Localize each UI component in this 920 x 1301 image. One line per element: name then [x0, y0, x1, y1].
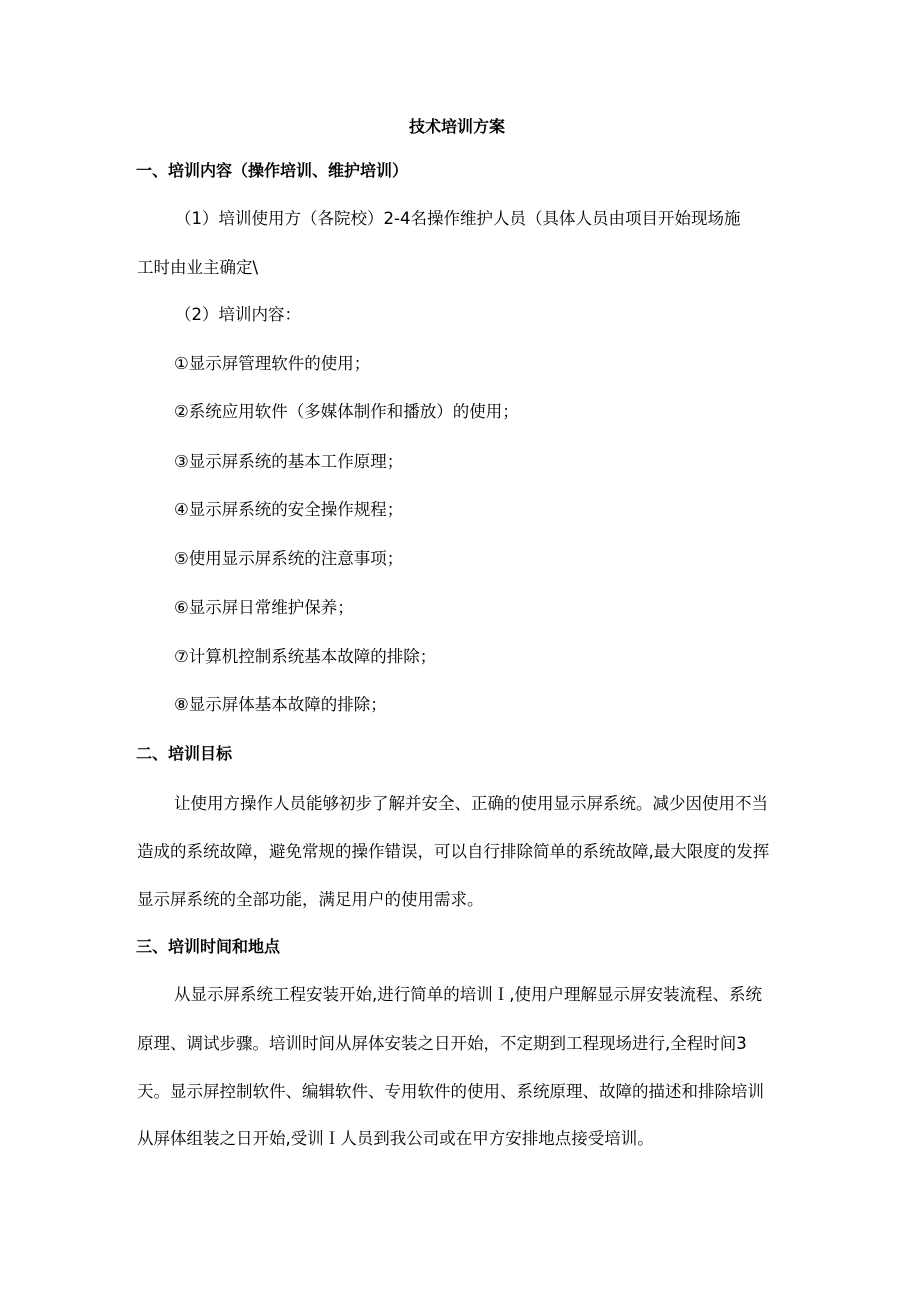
section-2-line-2: 造成的系统故障，避免常规的操作错误，可以自行排除简单的系统故障,最大限度的发挥 [137, 842, 770, 861]
training-point-7: ⑦计算机控制系统基本故障的排除； [174, 647, 437, 666]
training-point-3: ③显示屏系统的基本工作原理； [174, 452, 404, 471]
training-point-1: ①显示屏管理软件的使用； [174, 354, 371, 373]
section-1-item-1-line-1: （1）培训使用方（各院校）2-4名操作维护人员（具体人员由项目开始现场施 [175, 209, 741, 228]
section-1-item-2-label: （2）培训内容： [175, 305, 301, 324]
training-point-2: ②系统应用软件（多媒体制作和播放）的使用； [174, 402, 519, 421]
section-2-line-3: 显示屏系统的全部功能，满足用户的使用需求。 [137, 890, 484, 909]
section-3-line-1: 从显示屏系统工程安装开始,进行简单的培训Ｉ,使用户理解显示屏安装流程、系统 [174, 985, 762, 1004]
section-1-heading: 一、培训内容（操作培训、维护培训） [136, 161, 409, 180]
training-point-5: ⑤使用显示屏系统的注意事项； [174, 549, 404, 568]
section-3-heading: 三、培训时间和地点 [136, 937, 281, 956]
document-title: 技术培训方案 [409, 117, 506, 136]
training-point-6: ⑥显示屏日常维护保养； [174, 598, 354, 617]
section-1-item-1-line-2: 工时由业主确定\ [137, 258, 259, 277]
section-2-heading: 二、培训目标 [136, 744, 233, 763]
section-3-line-3: 天。显示屏控制软件、编辑软件、专用软件的使用、系统原理、故障的描述和排除培训 [137, 1082, 764, 1101]
training-point-4: ④显示屏系统的安全操作规程； [174, 500, 404, 519]
section-2-line-1: 让使用方操作人员能够初步了解并安全、正确的使用显示屏系统。减少因使用不当 [174, 794, 768, 813]
section-3-line-2: 原理、调试步骤。培训时间从屏体安装之日开始，不定期到工程现场进行,全程时间3 [137, 1034, 747, 1053]
training-point-8: ⑧显示屏体基本故障的排除； [174, 695, 387, 714]
section-3-line-4: 从屏体组装之日开始,受训Ｉ人员到我公司或在甲方安排地点接受培训。 [137, 1129, 654, 1148]
